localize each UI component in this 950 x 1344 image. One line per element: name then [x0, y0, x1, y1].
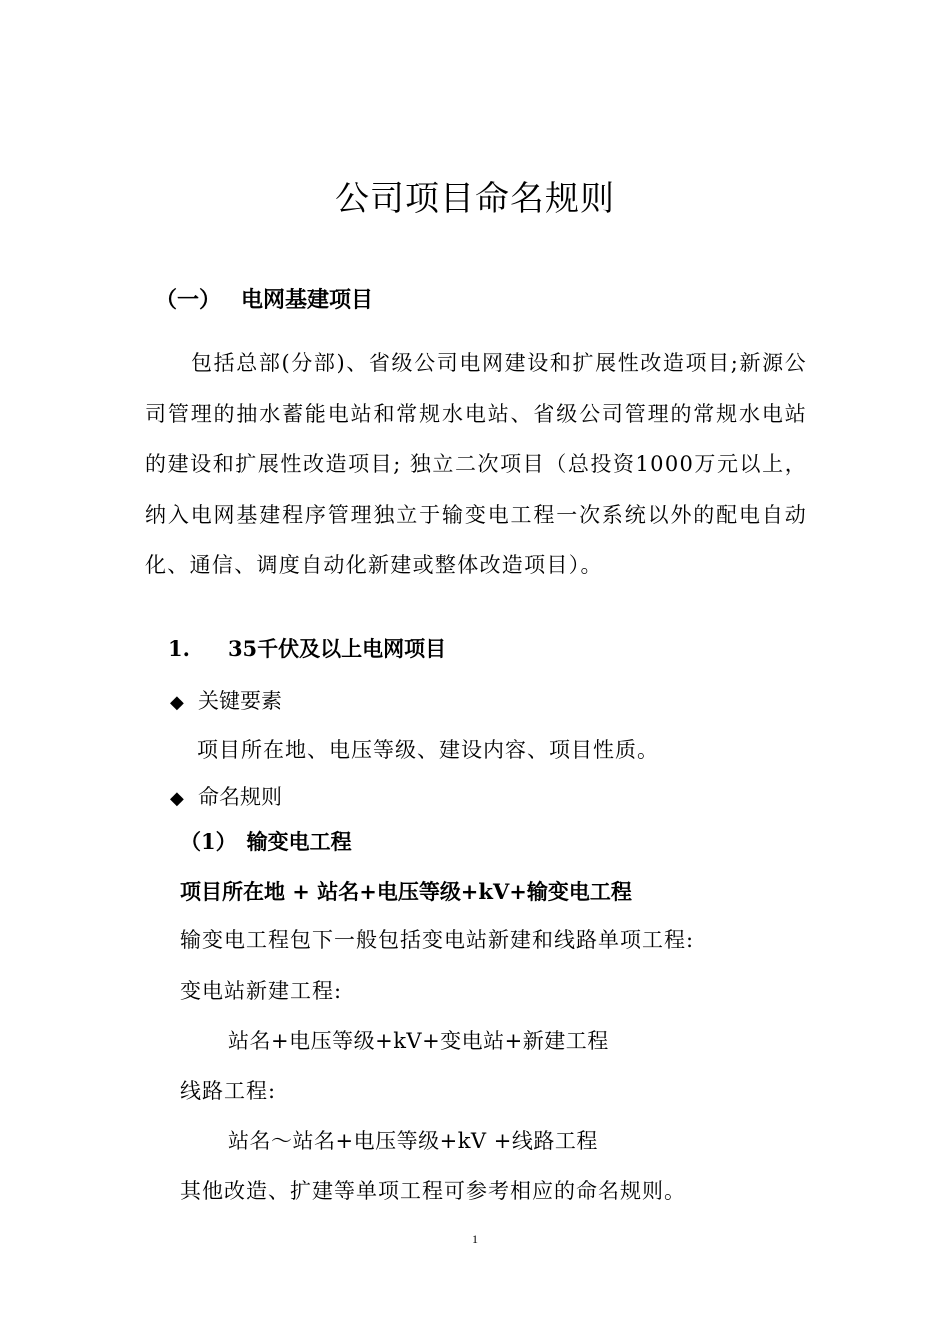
section-title: 电网基建项目: [241, 287, 374, 313]
section-paragraph: 包括总部(分部)、省级公司电网建设和扩展性改造项目;新源公司管理的抽水蓄能电站和常规水电站、省级公司管理的常规水电站的建设和扩展性改造项目; 独立二次项目（总投资1000万元以上，纳入电网基建程序管理独立于输变电工程一次系统以外的配电自动化、通信、调度自动化新建或整体改造项目）。: [145, 351, 807, 577]
other-rules-note: 其他改造、扩建等单项工程可参考相应的命名规则。: [180, 1179, 686, 1203]
subsection-number: 1.: [168, 636, 190, 661]
bullet-naming-rules: [170, 787, 282, 808]
page-number: 1: [472, 1232, 478, 1246]
section-heading: [155, 289, 373, 311]
item-number: （1）: [180, 829, 237, 854]
bullet-label: 命名规则: [198, 785, 282, 809]
package-description: 输变电工程包下一般包括变电站新建和线路单项工程:: [180, 928, 695, 952]
subsection-heading: [168, 638, 446, 659]
section-number: （一）: [155, 287, 222, 313]
document-title: 公司项目命名规则: [335, 179, 615, 219]
diamond-bullet-icon: ◆: [170, 788, 184, 809]
substation-label: 变电站新建工程:: [180, 979, 343, 1003]
item-heading: [180, 831, 352, 852]
bullet-key-elements: [170, 691, 282, 712]
subsection-title: 35千伏及以上电网项目: [227, 636, 447, 661]
bullet-label: 关键要素: [198, 689, 282, 713]
line-format: 站名～站名+电压等级+kV +线路工程: [228, 1129, 598, 1153]
item-title: 输变电工程: [246, 829, 352, 854]
substation-format: 站名+电压等级+kV+变电站+新建工程: [228, 1029, 609, 1053]
naming-format: 项目所在地 + 站名+电压等级+kV+输变电工程: [180, 879, 632, 904]
line-label: 线路工程:: [180, 1079, 277, 1103]
diamond-bullet-icon: ◆: [170, 692, 184, 713]
key-elements-text: 项目所在地、电压等级、建设内容、项目性质。: [197, 738, 659, 762]
